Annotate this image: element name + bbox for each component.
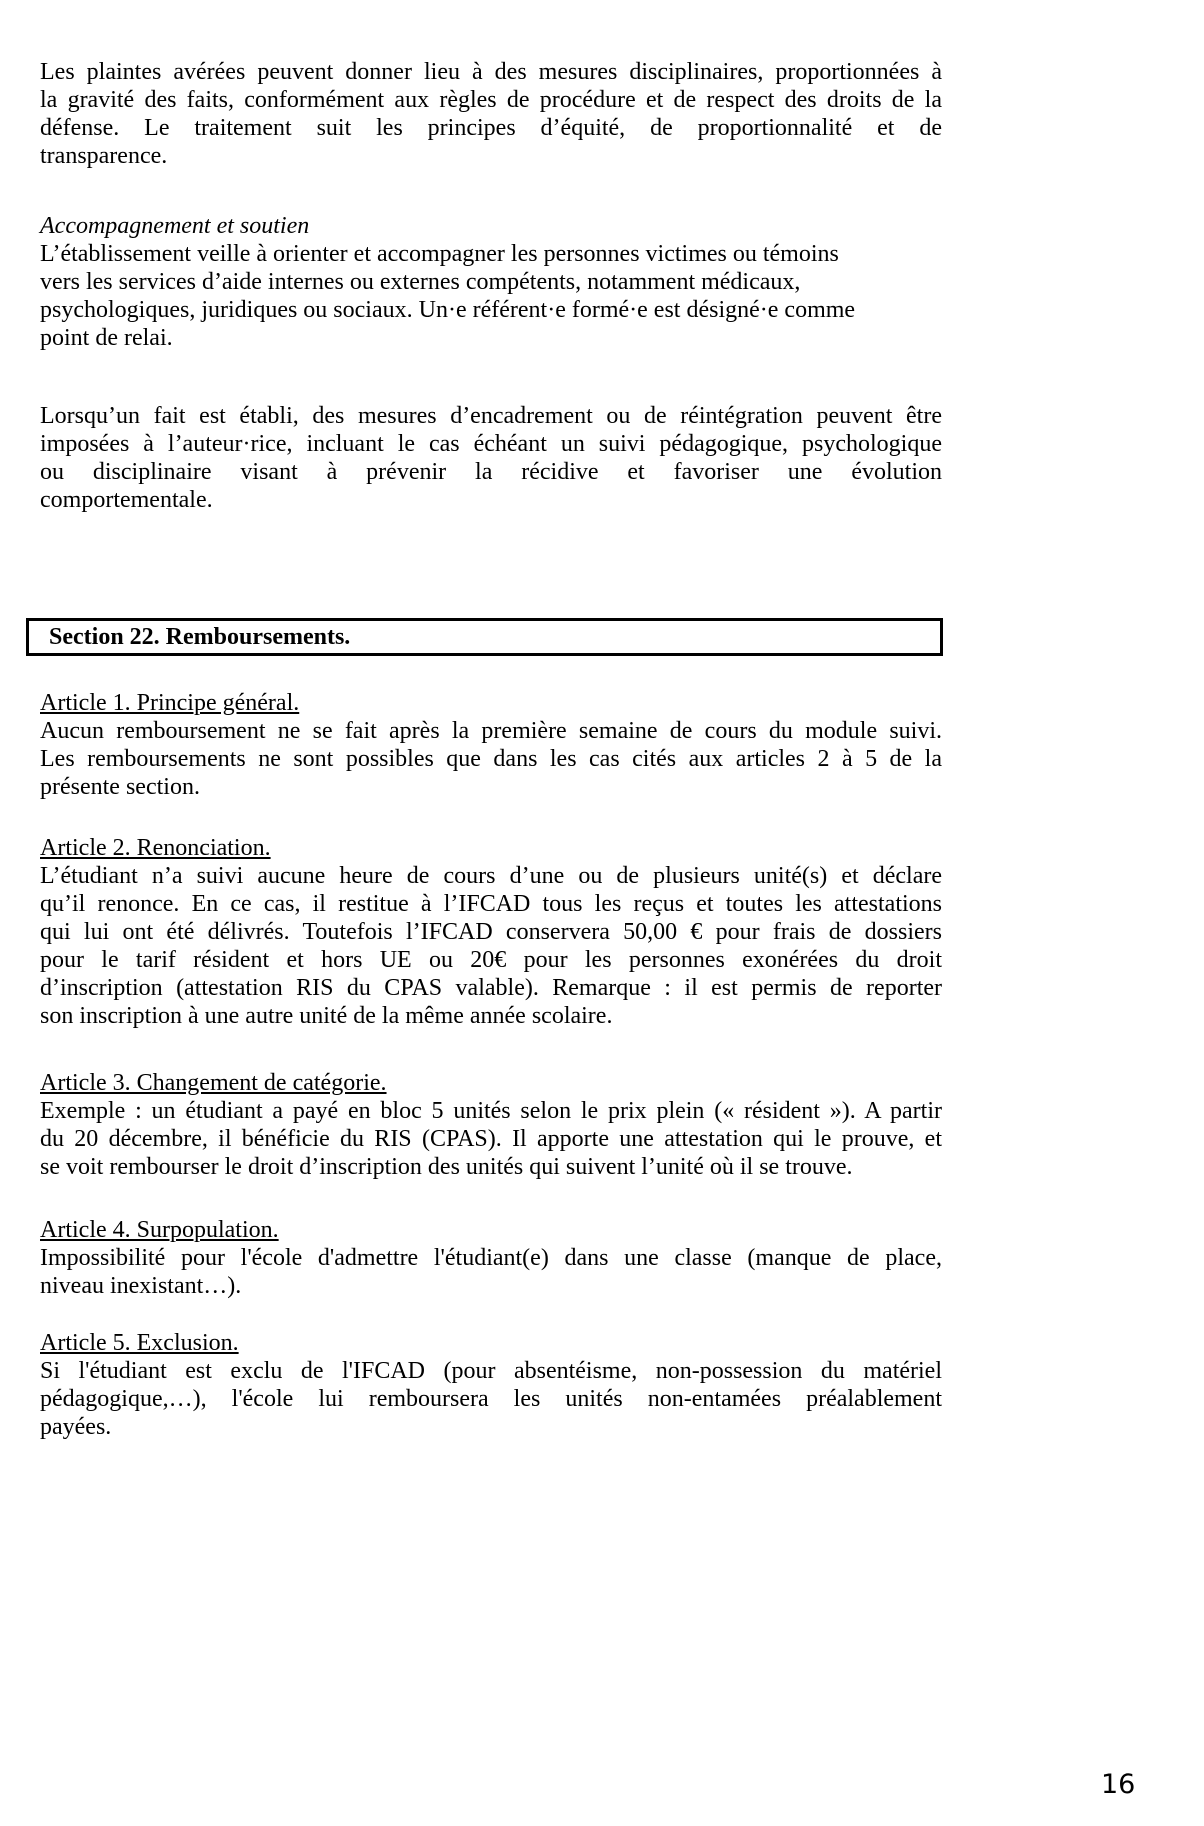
text-line: Aucun remboursement ne se fait après la première semaine de cours du module suivi. bbox=[40, 718, 942, 744]
article-2-body bbox=[40, 862, 942, 1030]
article-5-heading: Article 5. Exclusion. bbox=[40, 1330, 239, 1356]
article-2-heading: Article 2. Renonciation. bbox=[40, 835, 271, 861]
text-line: payées. bbox=[40, 1414, 112, 1440]
text-line: L’étudiant n’a suivi aucune heure de cours d’une ou de plusieurs unité(s) et déclare bbox=[40, 863, 942, 889]
text-line: présente section. bbox=[40, 774, 200, 800]
text-line: pédagogique,…), l'école lui remboursera les unités non-entamées préalablement bbox=[40, 1386, 942, 1412]
text-line: niveau inexistant…). bbox=[40, 1273, 242, 1299]
text-line: transparence. bbox=[40, 143, 168, 169]
article-3-heading: Article 3. Changement de catégorie. bbox=[40, 1070, 387, 1096]
text-line: ou disciplinaire visant à prévenir la récidive et favoriser une évolution bbox=[40, 459, 942, 485]
article-5-body bbox=[40, 1357, 942, 1441]
text-line: Impossibilité pour l'école d'admettre l'étudiant(e) dans une classe (manque de place, bbox=[40, 1245, 942, 1271]
text-line: pour le tarif résident et hors UE ou 20€ pour les personnes exonérées du droit bbox=[40, 947, 942, 973]
section-22-title-box bbox=[26, 618, 943, 656]
article-1 bbox=[40, 689, 942, 801]
article-1-heading: Article 1. Principe général. bbox=[40, 690, 300, 716]
text-line: qu’il renonce. En ce cas, il restitue à l’IFCAD tous les reçus et toutes les attestations bbox=[40, 891, 942, 917]
page-number: 16 bbox=[1101, 1769, 1136, 1800]
text-line: Les remboursements ne sont possibles que dans les cas cités aux articles 2 à 5 de la bbox=[40, 746, 942, 772]
text-line: imposées à l’auteur·rice, incluant le cas échéant un suivi pédagogique, psychologique bbox=[40, 431, 942, 457]
article-3 bbox=[40, 1069, 942, 1181]
text-line: vers les services d’aide internes ou externes compétents, notamment médicaux, bbox=[40, 269, 801, 295]
text-line: défense. Le traitement suit les principes d’équité, de proportionnalité et de bbox=[40, 115, 942, 141]
support-section-heading: Accompagnement et soutien bbox=[40, 213, 310, 239]
section-22-title: Section 22. Remboursements. bbox=[49, 624, 351, 650]
text-line: Si l'étudiant est exclu de l'IFCAD (pour absentéisme, non-possession du matériel bbox=[40, 1358, 942, 1384]
article-1-body bbox=[40, 717, 942, 801]
article-2 bbox=[40, 834, 942, 1030]
text-line: la gravité des faits, conformément aux règles de procédure et de respect des droits de la bbox=[40, 87, 942, 113]
text-line: comportementale. bbox=[40, 487, 213, 513]
text-line: Exemple : un étudiant a payé en bloc 5 unités selon le prix plein (« résident »). A partir bbox=[40, 1098, 942, 1124]
article-4-body bbox=[40, 1244, 942, 1300]
text-line: son inscription à une autre unité de la même année scolaire. bbox=[40, 1003, 613, 1029]
article-4 bbox=[40, 1216, 942, 1300]
paragraph-plaintes bbox=[40, 58, 942, 170]
text-line: d’inscription (attestation RIS du CPAS valable). Remarque : il est permis de reporter bbox=[40, 975, 942, 1001]
text-line: psychologiques, juridiques ou sociaux. Un·e référent·e formé·e est désigné·e comme bbox=[40, 297, 856, 323]
article-4-heading: Article 4. Surpopulation. bbox=[40, 1217, 279, 1243]
text-line: qui lui ont été délivrés. Toutefois l’IFCAD conservera 50,00 € pour frais de dossiers bbox=[40, 919, 942, 945]
text-line: L’établissement veille à orienter et accompagner les personnes victimes ou témoins bbox=[40, 241, 839, 267]
article-3-body bbox=[40, 1097, 942, 1181]
text-line: Les plaintes avérées peuvent donner lieu à des mesures disciplinaires, proportionnées à bbox=[40, 59, 942, 85]
text-line: se voit rembourser le droit d’inscription des unités qui suivent l’unité où il se trouve. bbox=[40, 1154, 853, 1180]
text-line: du 20 décembre, il bénéficie du RIS (CPAS). Il apporte une attestation qui le prouve, et bbox=[40, 1126, 942, 1152]
paragraph-accompagnement bbox=[40, 240, 942, 352]
article-5 bbox=[40, 1329, 942, 1441]
text-line: point de relai. bbox=[40, 325, 173, 351]
paragraph-mesures-encadrement bbox=[40, 402, 942, 514]
text-line: Lorsqu’un fait est établi, des mesures d’encadrement ou de réintégration peuvent être bbox=[40, 403, 942, 429]
